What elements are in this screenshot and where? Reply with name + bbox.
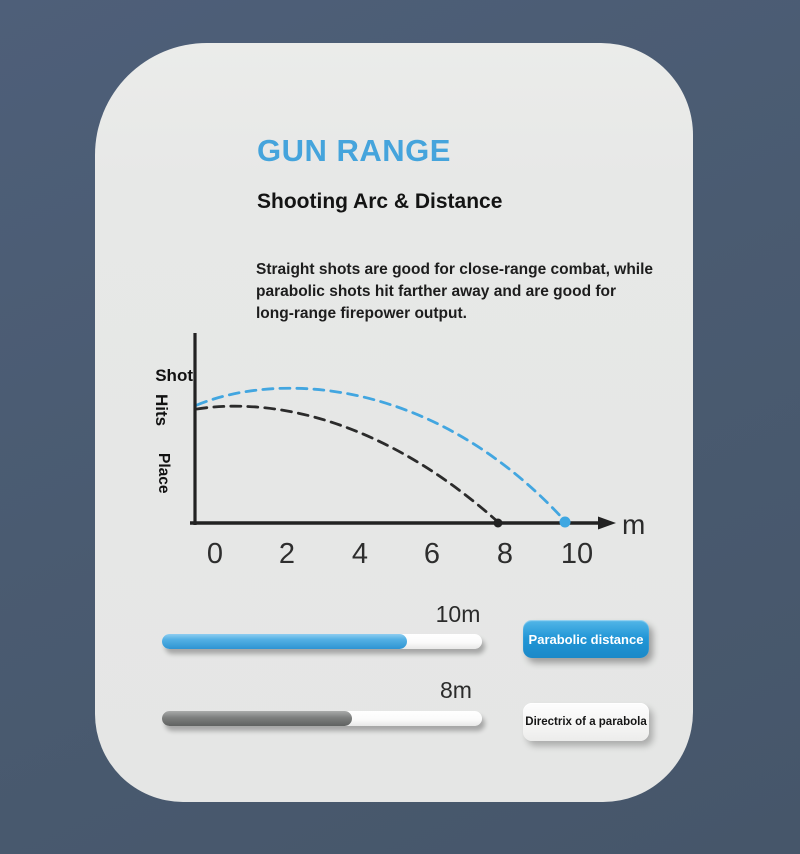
x-tick-6: 6 <box>423 538 441 570</box>
x-tick-8: 8 <box>496 538 514 570</box>
blue-landing-dot <box>560 517 571 528</box>
page-title: GUN RANGE <box>257 133 451 168</box>
directrix-parabola-button[interactable] <box>523 703 649 741</box>
y-axis-label-hits: Hits <box>152 394 171 427</box>
x-axis-unit-label: m <box>622 509 646 540</box>
distance-bar-parabolic <box>162 634 482 649</box>
directrix-parabola-button-label: Directrix of a parabola <box>525 716 647 728</box>
x-tick-2: 2 <box>278 538 296 570</box>
directrix-curve-black <box>197 406 498 522</box>
bar-label-8m: 8m <box>440 677 472 703</box>
x-tick-10: 10 <box>560 538 594 570</box>
bar-label-10m: 10m <box>435 601 481 627</box>
distance-bar-directrix <box>162 711 482 726</box>
parabolic-curve-blue <box>197 388 565 521</box>
section-heading: Shooting Arc & Distance <box>257 190 503 213</box>
x-axis-arrowhead <box>598 517 616 530</box>
y-axis-label-place: Place <box>155 453 172 494</box>
x-tick-0: 0 <box>206 538 224 570</box>
description-text <box>256 259 653 325</box>
x-tick-4: 4 <box>351 538 369 570</box>
distance-bar-parabolic-fill <box>162 634 407 649</box>
description-line-2: parabolic shots hit farther away and are good for <box>256 283 617 300</box>
parabolic-distance-button[interactable] <box>523 620 649 658</box>
shooting-arc-chart <box>140 325 660 575</box>
description-line-1: Straight shots are good for close-range combat, while <box>256 261 654 278</box>
parabolic-distance-button-label: Parabolic distance <box>528 631 644 647</box>
distance-bar-directrix-fill <box>162 711 352 726</box>
description-line-3: long-range firepower output. <box>256 305 467 322</box>
y-axis-label-shot: Shot <box>155 366 193 385</box>
black-landing-dot <box>494 519 503 528</box>
